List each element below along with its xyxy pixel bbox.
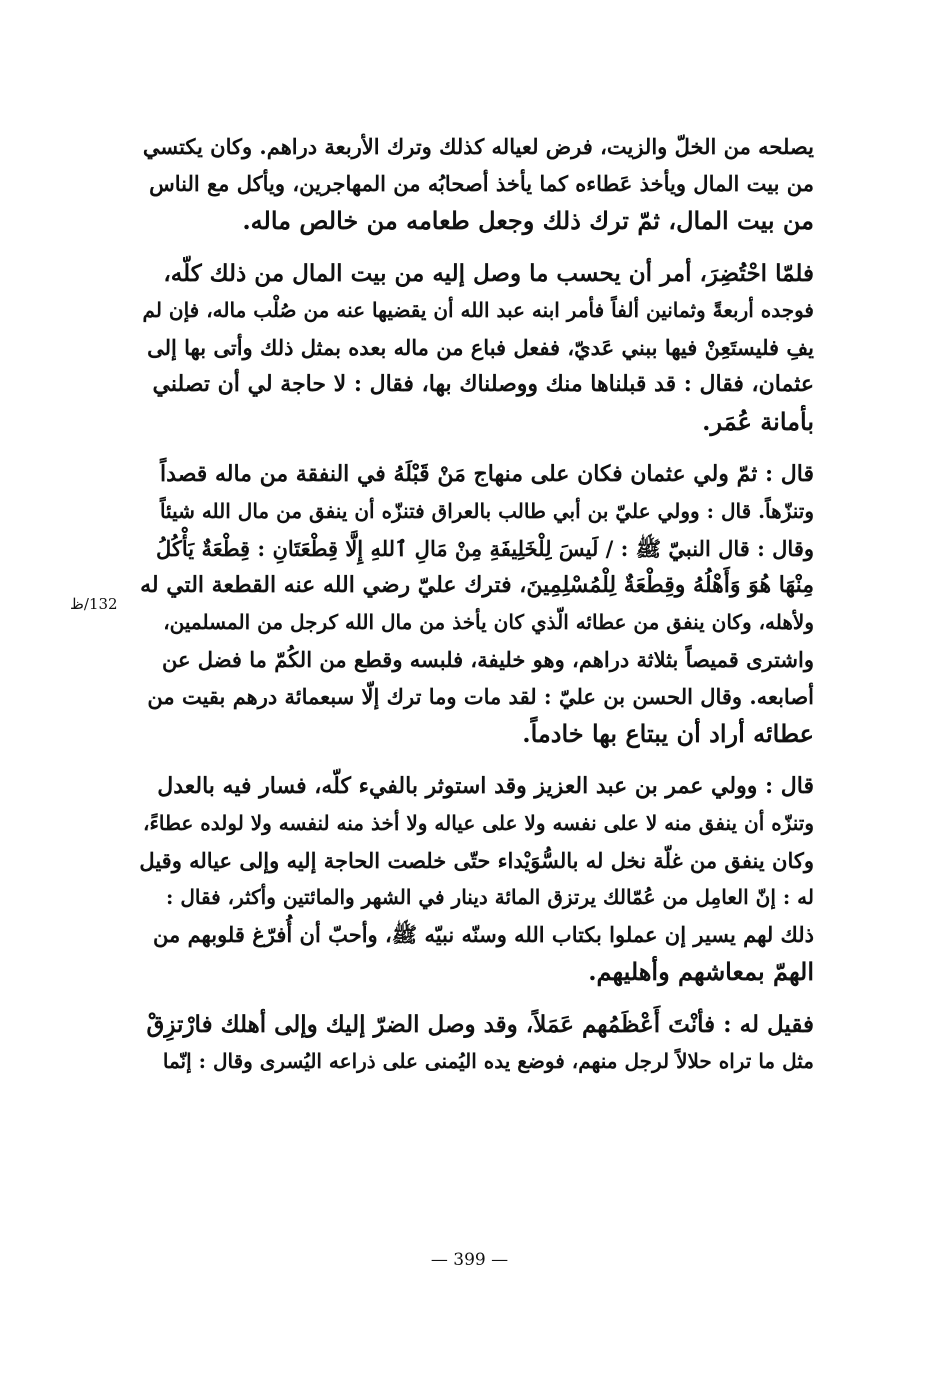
page-number: — 399 — [430, 1250, 509, 1270]
text-line: من بيت المال، ثمّ ترك ذلك وجعل طعامه من خالص ماله. [242, 206, 814, 235]
text-line: له : إنّ العامِل من عُمّالك يرتزق المائة دينار في الشهر والمائتين وأكثر، فقال : [166, 885, 814, 909]
text-line: وكان ينفق من غلّة نخل له بالسُّوَيْداء حتّى خلصت الحاجة إليه وإلى عياله وقيل [139, 848, 814, 873]
text-line: مِنْهَا هُوَ وَأَهْلُهُ وقِطْعَةٌ لِلْمُسْلِمِينَ، فترك عليّ رضي الله عنه القطعة التي له [140, 572, 814, 598]
text-line: الهمّ بمعاشهم وأهليهم. [588, 957, 814, 986]
text-line: وتنزّه أن ينفق منه لا على نفسه ولا على عياله ولا أخذ منه لنفسه ولا لولده عطاءً، [143, 811, 814, 835]
paragraph-4 [138, 768, 814, 990]
text-line: قال : وولي عمر بن عبد العزيز وقد استوثر بالفيء كلّه، فسار فيه بالعدل [157, 773, 814, 799]
text-line: فقيل له : فأنْتَ أَعْظَمُهم عَمَلاً، وقد وصل الضرّ إليك وإلى أهلك فارْتزِقْ [146, 1011, 814, 1038]
text-line: أصابعه. وقال الحسن بن عليّ : لقد مات وما ترك إلّا سبعمائة درهم بقيت من [147, 684, 814, 709]
text-line: وقال : قال النبيّ ﷺ : / لَيسَ لِلْخَلِيفَةِ مِنْ مَالِ ٱللهِ إِلَّا قِطْعَتَانِ : قِطْعَةٌ يَأْكُلُ [155, 536, 814, 561]
text-line: عثمان، فقال : قد قبلناها منك ووصلناك بها، فقال : لا حاجة لي أن تصلني [152, 371, 814, 397]
text-line: مثل ما تراه حلالاً لرجل منهم، فوضع يده اليُمنى على ذراعه اليُسرى وقال : إنّما [162, 1049, 814, 1073]
text-line: عطائه أراد أن يبتاع بها خادماً. [522, 719, 814, 748]
text-line: ولأهله، وكان ينفق من عطائه الّذي كان يأخذ من مال الله كرجل من المسلمين، [163, 610, 814, 634]
text-line: فلمّا احْتُضِرَ، أمر أن يحسب ما وصل إليه من بيت المال من ذلك كلّه، [163, 260, 814, 287]
page-body-text [138, 128, 814, 1096]
text-line: ذلك لهم يسير إن عملوا بكتاب الله وسنّه نبيّه ﷺ، وأحبّ أن أُفرّغ قلوبهم من [153, 922, 814, 947]
text-line: قال : ثمّ ولي عثمان فكان على منهاج مَنْ قَبْلَهُ في النفقة من ماله قصداً [160, 461, 814, 487]
text-line: واشترى قميصاً بثلاثة دراهم، وهو خليفة، فلبسه وقطع من الكُمّ ما فضل عن [161, 647, 814, 672]
paragraph-3 [138, 456, 814, 752]
text-line: من بيت المال ويأخذ عَطاءه كما يأخذ أصحابُه من المهاجرين، ويأكل مع الناس [149, 171, 814, 196]
text-line: يصلحه من الخلّ والزيت، فرض لعياله كذلك وترك الأربعة دراهم. وكان يكتسي [142, 134, 814, 159]
manuscript-folio-note: 132/ظ [70, 595, 118, 613]
paragraph-5 [138, 1006, 814, 1080]
paragraph-2 [138, 255, 814, 440]
text-line: وتنزّهاً. قال : وولي عليّ بن أبي طالب بالعراق فتنزّه أن ينفق من مال الله شيئاً [159, 499, 814, 523]
text-line: فوجده أربعةً وثمانين ألفاً فأمر ابنه عبد الله أن يقضيها عنه من صُلْب ماله، فإن لم [142, 298, 814, 322]
text-line: بأمانة عُمَر. [702, 407, 814, 436]
text-line: يفِ فليستَعِنْ فيها ببني عَديّ، ففعل فباع من ماله بعده بمثل ذلك وأتى بها إلى [147, 335, 814, 360]
paragraph-1 [138, 128, 814, 239]
